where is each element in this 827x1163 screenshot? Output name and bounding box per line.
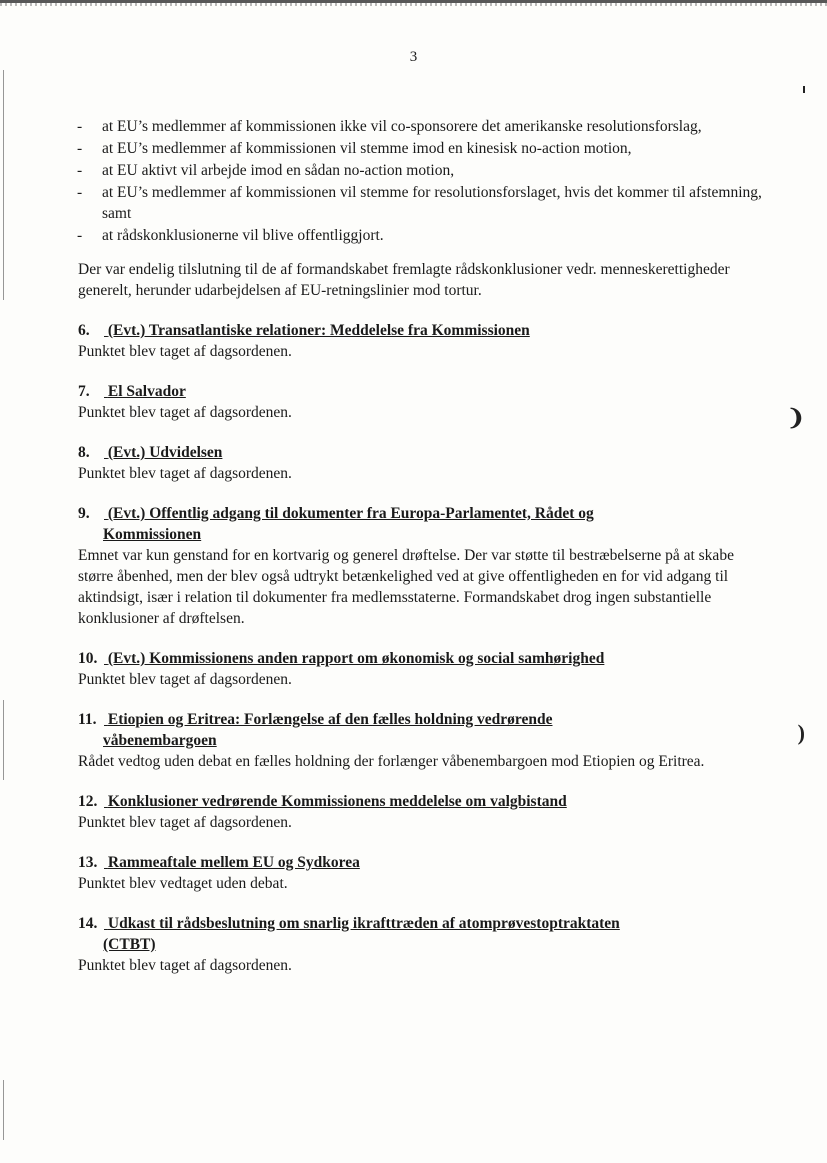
section-title: Konklusioner vedrørende Kommissionens meddelelse om valgbistand (107, 793, 567, 810)
section-title-continued: våbenembargoen (103, 732, 217, 749)
section-heading (78, 913, 768, 955)
section-body: Emnet var kun genstand for en kortvarig og generel drøftelse. Der var støtte til bestræbelserne på at skabe større åbenhed, men der blev også udtrykt betænkelighed ved at give offentligheden en for vid adgang til aktindsigt, især i relation til dokumenter fra medlemsstaterne. Formandskabet drog ingen substantielle konklusioner af drøftelsen. (78, 547, 734, 627)
intro-paragraph: Der var endelig tilslutning til de af formandskabet fremlagte rådskonklusioner vedr. menneskerettigheder generelt, herunder udarbejdelsen af EU-retningslinier mod tortur. (78, 261, 730, 299)
section-number: 7. (78, 383, 90, 400)
section-heading (78, 442, 768, 463)
section-heading (78, 791, 768, 812)
section-11 (78, 709, 768, 772)
section-number: 13. (78, 854, 98, 871)
section-body: Punktet blev taget af dagsordenen. (78, 343, 292, 360)
section-8 (78, 442, 768, 484)
punch-mark (803, 86, 805, 93)
section-number: 10. (78, 650, 98, 667)
section-heading (78, 381, 768, 402)
section-body: Punktet blev taget af dagsordenen. (78, 465, 292, 482)
section-heading (78, 709, 768, 751)
section-14 (78, 913, 768, 976)
list-item: - at EU’s medlemmer af kommissionen ikke vil co-sponsorere det amerikanske resolutionsforslag, (78, 116, 768, 137)
section-number: 11. (78, 711, 97, 728)
section-7 (78, 381, 768, 423)
section-number: 12. (78, 793, 98, 810)
section-title-continued: (CTBT) (103, 936, 156, 953)
binder-hole-mark: ❩ (786, 405, 805, 430)
document-body (78, 116, 768, 976)
section-body: Punktet blev taget af dagsordenen. (78, 671, 292, 688)
section-body: Punktet blev taget af dagsordenen. (78, 957, 292, 974)
section-heading (78, 320, 768, 341)
list-item: - at EU’s medlemmer af kommissionen vil stemme for resolutionsforslaget, hvis det kommer til afstemning, samt (78, 182, 768, 224)
section-title: (Evt.) Offentlig adgang til dokumenter fra Europa-Parlamentet, Rådet og (107, 505, 594, 522)
page-number: 3 (409, 49, 418, 65)
section-number: 8. (78, 444, 90, 461)
section-body: Punktet blev taget af dagsordenen. (78, 814, 292, 831)
section-number: 14. (78, 915, 98, 932)
section-title: El Salvador (107, 383, 186, 400)
section-body: Punktet blev taget af dagsordenen. (78, 404, 292, 421)
section-heading (78, 852, 768, 873)
section-heading (78, 648, 768, 669)
section-title: (Evt.) Kommissionens anden rapport om økonomisk og social samhørighed (107, 650, 605, 667)
section-body: Rådet vedtog uden debat en fælles holdning der forlænger våbenembargoen mod Etiopien og Eritrea. (78, 753, 705, 770)
section-body: Punktet blev vedtaget uden debat. (78, 875, 288, 892)
scan-top-edge-noise (0, 3, 827, 6)
section-10 (78, 648, 768, 690)
section-title: (Evt.) Transatlantiske relationer: Meddelelse fra Kommissionen (107, 322, 530, 339)
bullet-list (78, 116, 768, 246)
section-number: 9. (78, 505, 90, 522)
list-item: - at EU’s medlemmer af kommissionen vil stemme imod en kinesisk no-action motion, (78, 138, 768, 159)
section-12 (78, 791, 768, 833)
section-title: Rammeaftale mellem EU og Sydkorea (107, 854, 360, 871)
section-13 (78, 852, 768, 894)
section-number: 6. (78, 322, 90, 339)
list-item: - at rådskonklusionerne vil blive offentliggjort. (78, 225, 768, 246)
list-item: - at EU aktivt vil arbejde imod en sådan no-action motion, (78, 160, 768, 181)
section-9 (78, 503, 768, 629)
binder-hole-mark: ) (797, 720, 805, 745)
section-title: Etiopien og Eritrea: Forlængelse af den fælles holdning vedrørende (107, 711, 553, 728)
scan-left-edge-mark (3, 700, 4, 780)
section-6 (78, 320, 768, 362)
section-title-continued: Kommissionen (103, 526, 202, 543)
scan-left-edge-mark (3, 70, 4, 300)
section-title: (Evt.) Udvidelsen (107, 444, 223, 461)
scan-left-edge-mark (3, 1080, 4, 1140)
section-title: Udkast til rådsbeslutning om snarlig ikrafttræden af atomprøvestoptraktaten (107, 915, 620, 932)
section-heading (78, 503, 768, 545)
